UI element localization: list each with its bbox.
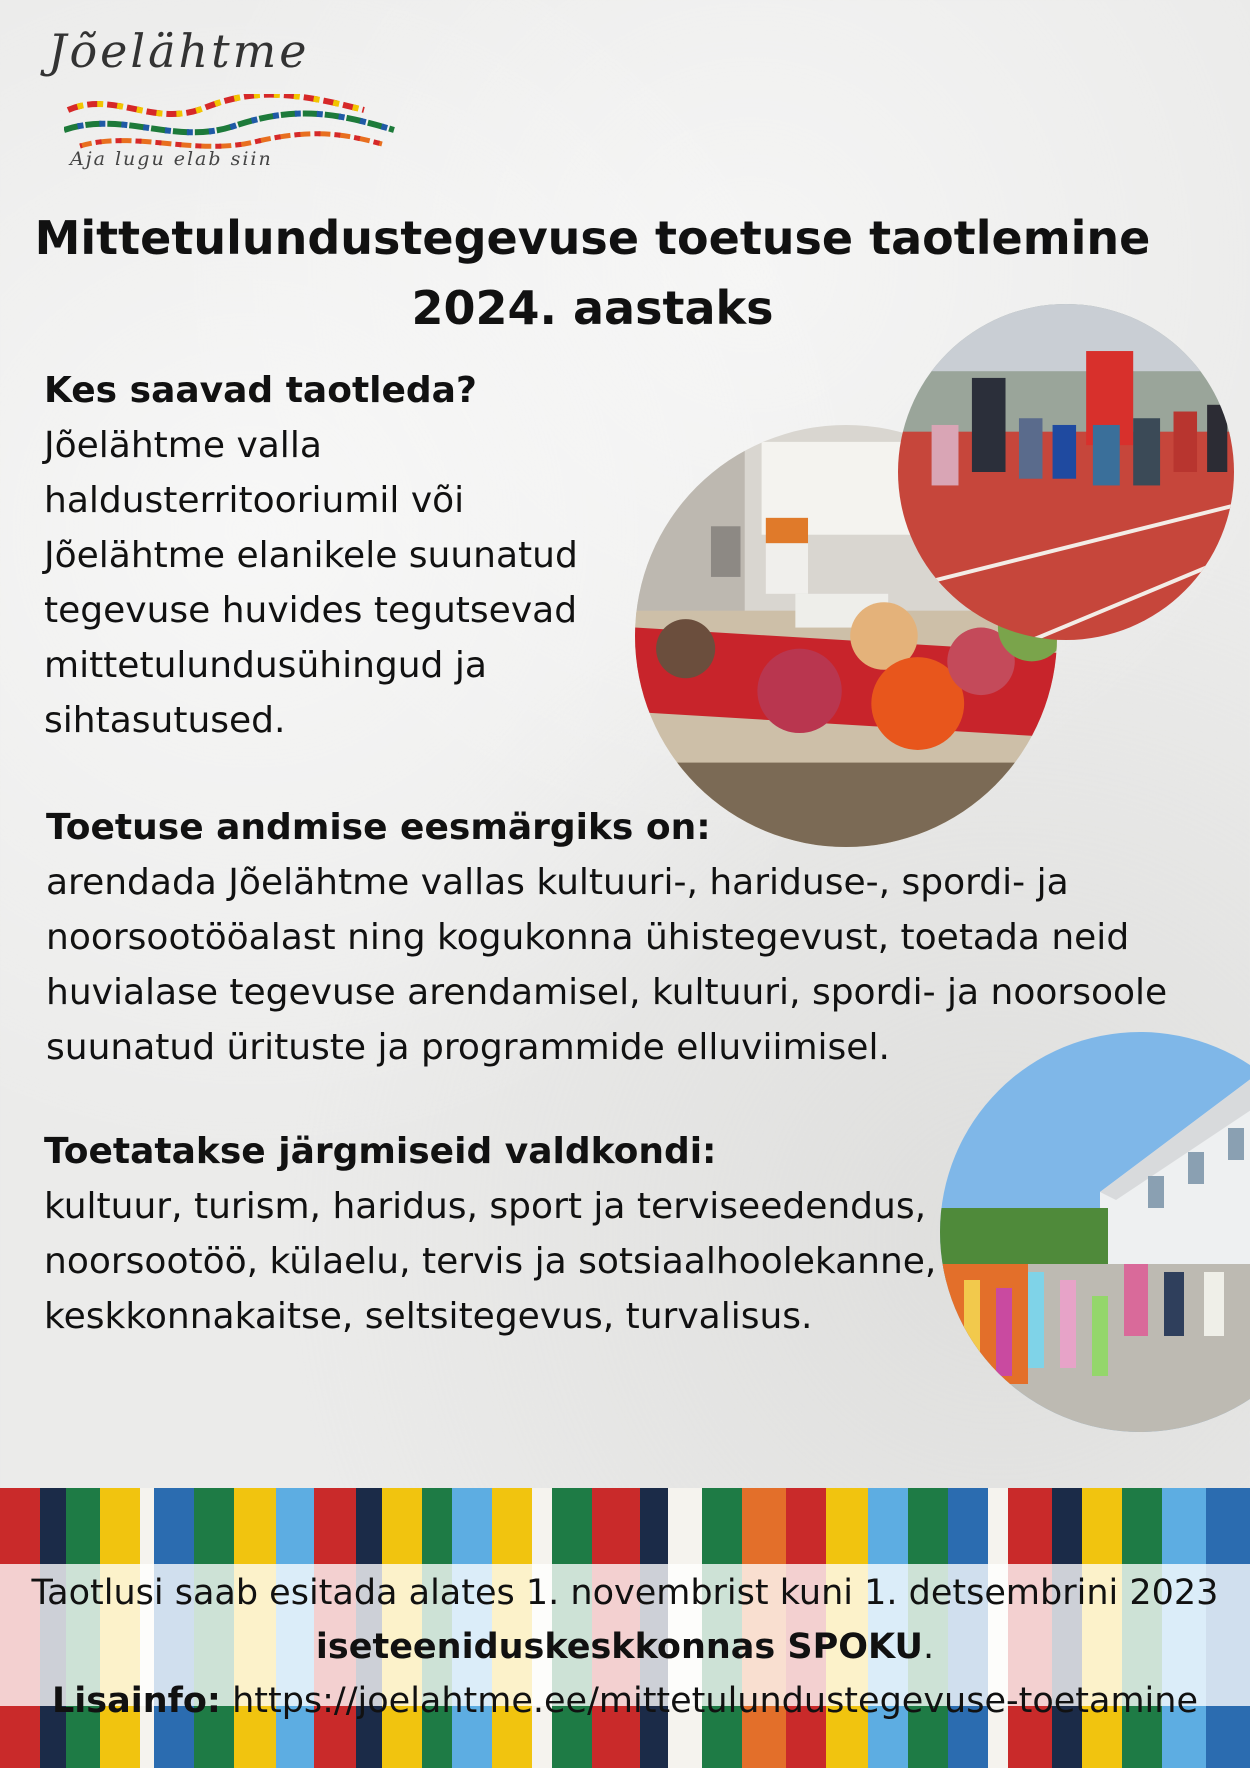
channel-name: iseteeniduskeskkonnas SPOKU bbox=[315, 1627, 923, 1667]
goals-text: arendada Jõelähtme vallas kultuuri-, hariduse-, spordi- ja noorsootööalast ning kogukonna ühistegevust, toetada neid huvialase tegevuse arendamisel, kultuuri, spordi- ja noorsoole suunatud ürituste ja programmide elluviimisel. bbox=[46, 862, 1168, 1068]
info-label: Lisainfo: bbox=[52, 1681, 221, 1721]
race-photo bbox=[898, 304, 1234, 640]
channel-end: . bbox=[922, 1627, 935, 1667]
info-line bbox=[0, 1674, 1250, 1728]
market-photo bbox=[940, 1032, 1250, 1432]
goals-heading: Toetuse andmise eesmärgiks on: bbox=[46, 807, 711, 848]
footer-text bbox=[0, 1566, 1250, 1728]
title-line-2: 2024. aastaks bbox=[411, 281, 774, 335]
logo bbox=[48, 22, 408, 170]
areas-text: kultuur, turism, haridus, sport ja terviseedendus, noorsootöö, külaelu, tervis ja sotsiaalhoolekanne, keskkonnakaitse, seltsitegevus, turvalisus. bbox=[44, 1186, 937, 1337]
channel-line bbox=[0, 1620, 1250, 1674]
eligibility-heading: Kes saavad taotleda? bbox=[44, 370, 477, 411]
title-line-1: Mittetulundustegevuse toetuse taotlemine bbox=[34, 211, 1151, 265]
eligibility-text: Jõelähtme valla haldusterritooriumil või Jõelähtme elanikele suunatud tegevuse huvides tegutsevad mittetulundusühingud ja sihtasutused. bbox=[44, 425, 578, 741]
deadline-text: Taotlusi saab esitada alates 1. novembrist kuni 1. detsembrini 2023 bbox=[31, 1573, 1219, 1613]
footer-banner bbox=[0, 1488, 1250, 1768]
logo-waves-icon bbox=[64, 94, 424, 154]
eligibility-section bbox=[44, 363, 604, 748]
areas-heading: Toetatakse järgmiseid valdkondi: bbox=[44, 1131, 717, 1172]
info-link[interactable]: https://joelahtme.ee/mittetulundustegevuse-toetamine bbox=[220, 1681, 1198, 1721]
logo-tagline: Aja lugu elab siin bbox=[70, 148, 273, 170]
areas-section bbox=[44, 1124, 944, 1344]
goals-section bbox=[46, 800, 1226, 1075]
logo-wordmark: Jõelähtme bbox=[48, 24, 310, 78]
